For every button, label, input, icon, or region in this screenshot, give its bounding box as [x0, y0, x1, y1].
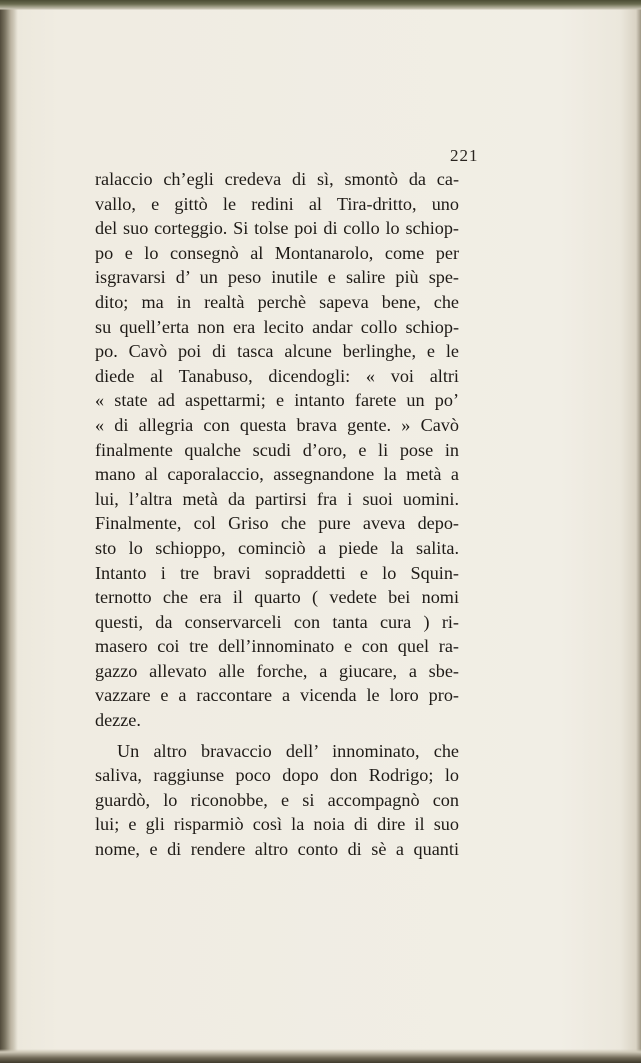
text-line: lui, l’altra metà da partirsi fra i suoi uomini.: [95, 488, 459, 509]
top-page-edge: [0, 0, 641, 10]
text-line: dito; ma in realtà perchè sapeva bene, che: [95, 291, 459, 312]
body-text: [95, 167, 459, 862]
paragraph-2: [95, 739, 459, 862]
text-line: questi, da conservarceli con tanta cura ) ri-: [95, 611, 459, 632]
text-line: vazzare e a raccontare a vicenda le loro pro-: [95, 685, 459, 706]
text-line: saliva, raggiunse poco dopo don Rodrigo; lo: [95, 765, 459, 786]
text-line: mano al caporalaccio, assegnandone la metà a: [95, 464, 459, 485]
text-line: gazzo allevato alle forche, a giucare, a sbe-: [95, 660, 459, 681]
text-line: finalmente qualche scudi d’oro, e li pose in: [95, 439, 459, 460]
text-line: ralaccio ch’egli credeva di sì, smontò da ca-: [95, 169, 459, 189]
text-line: vallo, e gittò le redini al Tira-dritto, uno: [95, 193, 459, 214]
text-line: guardò, lo riconobbe, e si accompagnò con: [95, 789, 459, 810]
text-line: su quell’erta non era lecito andar collo schiop-: [95, 316, 459, 337]
text-line: Un altro bravaccio dell’ innominato, che: [117, 740, 459, 761]
text-line: diede al Tanabuso, dicendogli: « voi altri: [95, 365, 459, 386]
paragraph-1: [95, 167, 459, 733]
text-line: sto lo schioppo, cominciò a piede la salita.: [95, 537, 459, 558]
text-line: ternotto che era il quarto ( vedete bei nomi: [95, 587, 459, 608]
page-number: 221: [450, 146, 479, 165]
text-line: lui; e gli risparmiò così la noia di dire il suo: [95, 814, 459, 835]
text-line: del suo corteggio. Si tolse poi di collo lo schiop-: [95, 218, 459, 239]
text-line: po e lo consegnò al Montanarolo, come per: [95, 242, 459, 263]
text-line: nome, e di rendere altro conto di sè a quanti: [95, 839, 459, 860]
bottom-page-edge: [0, 1049, 641, 1063]
text-line: isgravarsi d’ un peso inutile e salire più spe-: [95, 267, 459, 288]
text-line: masero coi tre dell’innominato e con quel ra-: [95, 636, 459, 657]
text-line: Finalmente, col Griso che pure aveva depo-: [95, 513, 459, 534]
text-line: « di allegria con questa brava gente. » Cavò: [95, 414, 459, 435]
text-line: dezze.: [95, 710, 141, 731]
text-line: « state ad aspettarmi; e intanto farete un po’: [95, 390, 459, 411]
book-spine-shadow: [0, 0, 18, 1063]
text-line: Intanto i tre bravi sopraddetti e lo Squin-: [95, 562, 459, 583]
text-line: po. Cavò poi di tasca alcune berlinghe, e le: [95, 341, 459, 362]
